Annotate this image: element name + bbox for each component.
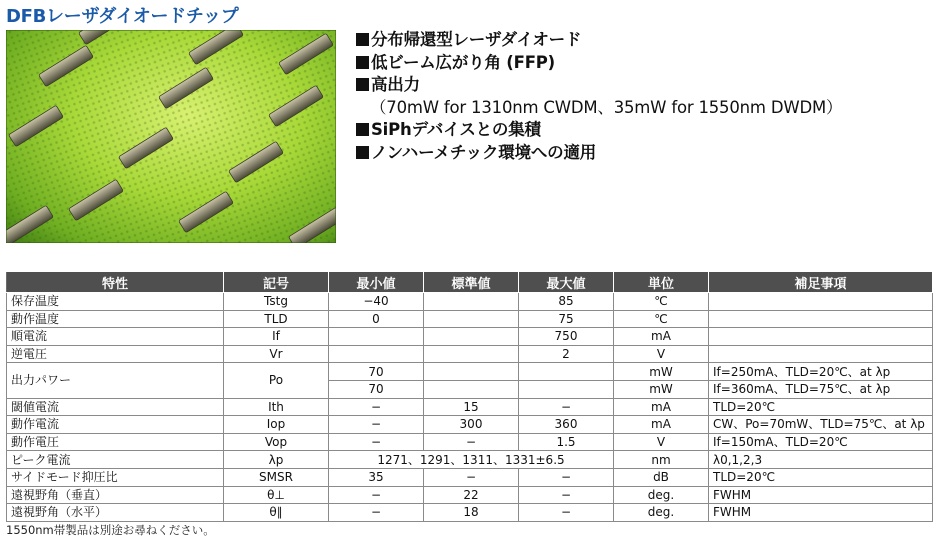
feature-text: 分布帰還型レーザダイオード [371, 30, 582, 49]
table-row: サイドモード抑圧比 SMSR 35 − − dB TLD=20℃ [7, 468, 933, 486]
table-row: 出力パワー Po 70 mW If=250mA、TLD=20℃、at λp [7, 363, 933, 381]
footnote: 1550nm帯製品は別途お尋ねください。 [6, 523, 215, 537]
header-unit: 単位 [614, 272, 709, 293]
table-row: 遠視野角（水平） θ∥ − 18 − deg. FWHM [7, 504, 933, 522]
page-title: DFBレーザダイオードチップ [6, 6, 239, 27]
feature-text: SiPhデバイスとの集積 [371, 120, 541, 139]
table-row: 閾値電流 Ith − 15 − mA TLD=20℃ [7, 398, 933, 416]
table-row: 遠視野角（垂直） θ⊥ − 22 − deg. FWHM [7, 486, 933, 504]
feature-item [356, 52, 842, 75]
feature-subitem: （70mW for 1310nm CWDM、35mW for 1550nm DWDM） [370, 97, 843, 117]
table-row: 逆電圧 Vr 2 V [7, 345, 933, 363]
header-characteristic: 特性 [7, 272, 224, 293]
header-symbol: 記号 [224, 272, 329, 293]
feature-item [356, 29, 842, 52]
table-row: 保存温度 Tstg −40 85 ℃ [7, 293, 933, 311]
spec-table [6, 271, 933, 522]
table-row: 動作温度 TLD 0 75 ℃ [7, 310, 933, 328]
table-header-row [7, 272, 933, 293]
square-bullet-icon [356, 33, 369, 46]
square-bullet-icon [356, 146, 369, 159]
square-bullet-icon [356, 78, 369, 91]
table-row: 70 mW If=360mA、TLD=75℃、at λp [7, 380, 933, 398]
square-bullet-icon [356, 56, 369, 69]
chip-wafer-photo [6, 30, 336, 243]
feature-item [356, 119, 842, 142]
feature-item [356, 74, 842, 97]
table-row: 動作電圧 Vop − − 1.5 V If=150mA、TLD=20℃ [7, 433, 933, 451]
header-typ: 標準値 [424, 272, 519, 293]
feature-item [356, 142, 842, 165]
feature-text: ノンハーメチック環境への適用 [371, 142, 597, 162]
table-row: ピーク電流 λp 1271、1291、1311、1331±6.5 nm λ0,1,2,3 [7, 451, 933, 469]
square-bullet-icon [356, 123, 369, 136]
header-notes: 補足事項 [709, 272, 933, 293]
feature-text: 高出力 [371, 75, 420, 94]
table-row: 動作電流 Iop − 300 360 mA CW、Po=70mW、TLD=75℃、at λp [7, 416, 933, 434]
feature-text: 低ビーム広がり角 (FFP) [371, 52, 556, 72]
feature-list [356, 29, 842, 164]
table-row: 順電流 If 750 mA [7, 328, 933, 346]
header-max: 最大値 [519, 272, 614, 293]
wafer-pattern [6, 30, 336, 243]
header-min: 最小値 [329, 272, 424, 293]
